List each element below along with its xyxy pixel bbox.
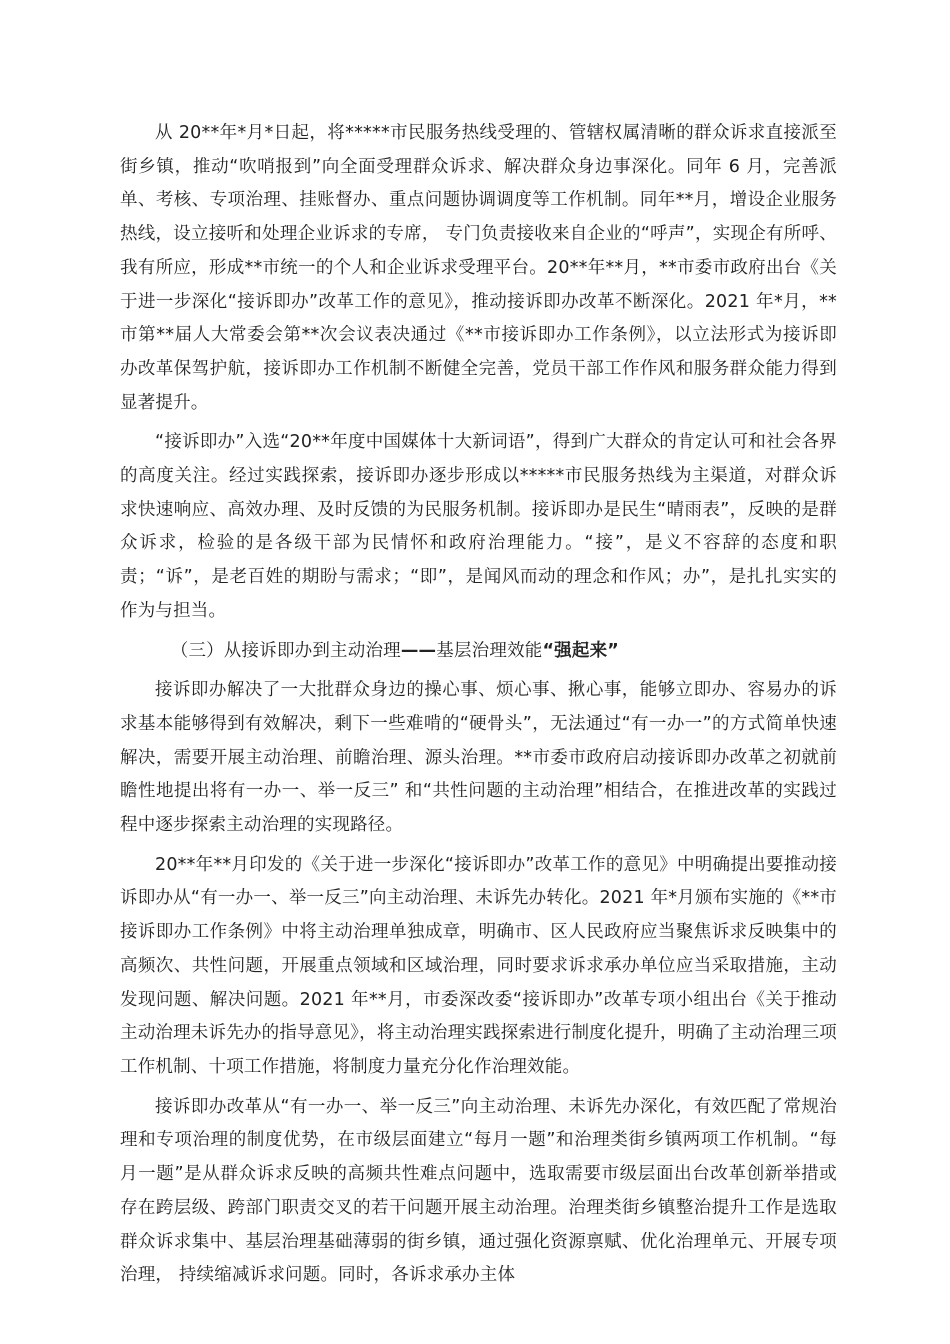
paragraph-reform-timeline: 从 20**年*月*日起，将*****市民服务热线受理的、管辖权属清晰的群众诉求直接派至街乡镇，推动“吹哨报到”向全面受理群众诉求、解决群众身边事深化。同年 6 月，完善派单、考核、专项治理、挂账督办、重点问题协调调度等工作机制。同年**月，增设企业服务热线，设立接听和处理企业诉求的专席， 专门负责接收来自企业的“呼声”，实现企有所呼、我有所应，形成**市统一的个人和企业诉求受理平台。20**年**月，**市委市政府出台《关于进一步深化“接诉即办”改革工作的意见》，推动接诉即办改革不断深化。2021 年*月，**市第**届人大常委会第**次会议表决通过《**市接诉即办工作条例》，以立法形式为接诉即办改革保驾护航，接诉即办工作机制不断健全完善，党员干部工作作风和服务群众能力得到显著提升。 — [120, 123, 837, 413]
heading-dash: —— — [400, 640, 437, 661]
paragraph-hard-bones: 接诉即办解决了一大批群众身边的操心事、烦心事、揪心事，能够立即办、容易办的诉求基本能够得到有效解决，剩下一些难啃的“硬骨头”，无法通过“有一办一”的方式简单快速解决，需要开展主动治理、前瞻治理、源头治理。**市委市政府启动接诉即办改革之初就前瞻性地提出将有一办一、举一反三” 和“共性问题的主动治理”相结合，在推进改革的实践过程中逐步探索主动治理的实现路径。 — [120, 680, 837, 836]
section-heading — [120, 635, 837, 669]
document-page — [120, 117, 837, 1293]
heading-main: 基层治理效能 — [436, 640, 543, 661]
heading-prefix: （三）从接诉即办到主动治理 — [170, 640, 401, 661]
paragraph-regulations: 20**年**月印发的《关于进一步深化“接诉即办”改革工作的意见》中明确提出要推动接诉即办从“有一办一、举一反三”向主动治理、未诉先办转化。2021 年*月颁布实施的《**市接诉即办工作条例》中将主动治理单独成章，明确市、区人民政府应当聚焦诉求反映集中的高频次、共性问题，开展重点领域和区域治理，同时要求诉求承办单位应当采取措施，主动发现问题、解决问题。2021 年**月，市委深改委“接诉即办”改革专项小组出台《关于推动主动治理未诉先办的指导意见》，将主动治理实践探索进行制度化提升，明确了主动治理三项工作机制、十项工作措施，将制度力量充分化作治理效能。 — [120, 854, 837, 1077]
paragraph-new-word: “接诉即办”入选“20**年度中国媒体十大新词语”，得到广大群众的肯定认可和社会各界的高度关注。经过实践探索，接诉即办逐步形成以*****市民服务热线为主渠道，对群众诉求快速响应、高效办理、及时反馈的为民服务机制。接诉即办是民生“晴雨表”，反映的是群众诉求，检验的是各级干部为民情怀和政府治理能力。“接”，是义不容辞的态度和职责；“诉”，是老百姓的期盼与需求；“即”，是闻风而动的理念和作风；办”，是扎扎实实的作为与担当。 — [120, 432, 837, 621]
paragraph-monthly-topic: 接诉即办改革从“有一办一、举一反三”向主动治理、未诉先办深化，有效匹配了常规治理和专项治理的制度优势，在市级层面建立“每月一题”和治理类街乡镇两项工作机制。“每月一题”是从群众诉求反映的高频共性难点问题中，选取需要市级层面出台改革创新举措或存在跨层级、跨部门职责交叉的若干问题开展主动治理。治理类街乡镇整治提升工作是选取群众诉求集中、基层治理基础薄弱的街乡镇，通过强化资源禀赋、优化治理单元、开展专项治理， 持续缩减诉求问题。同时，各诉求承办主体 — [120, 1096, 837, 1286]
heading-emphasis: “强起来” — [542, 640, 619, 661]
